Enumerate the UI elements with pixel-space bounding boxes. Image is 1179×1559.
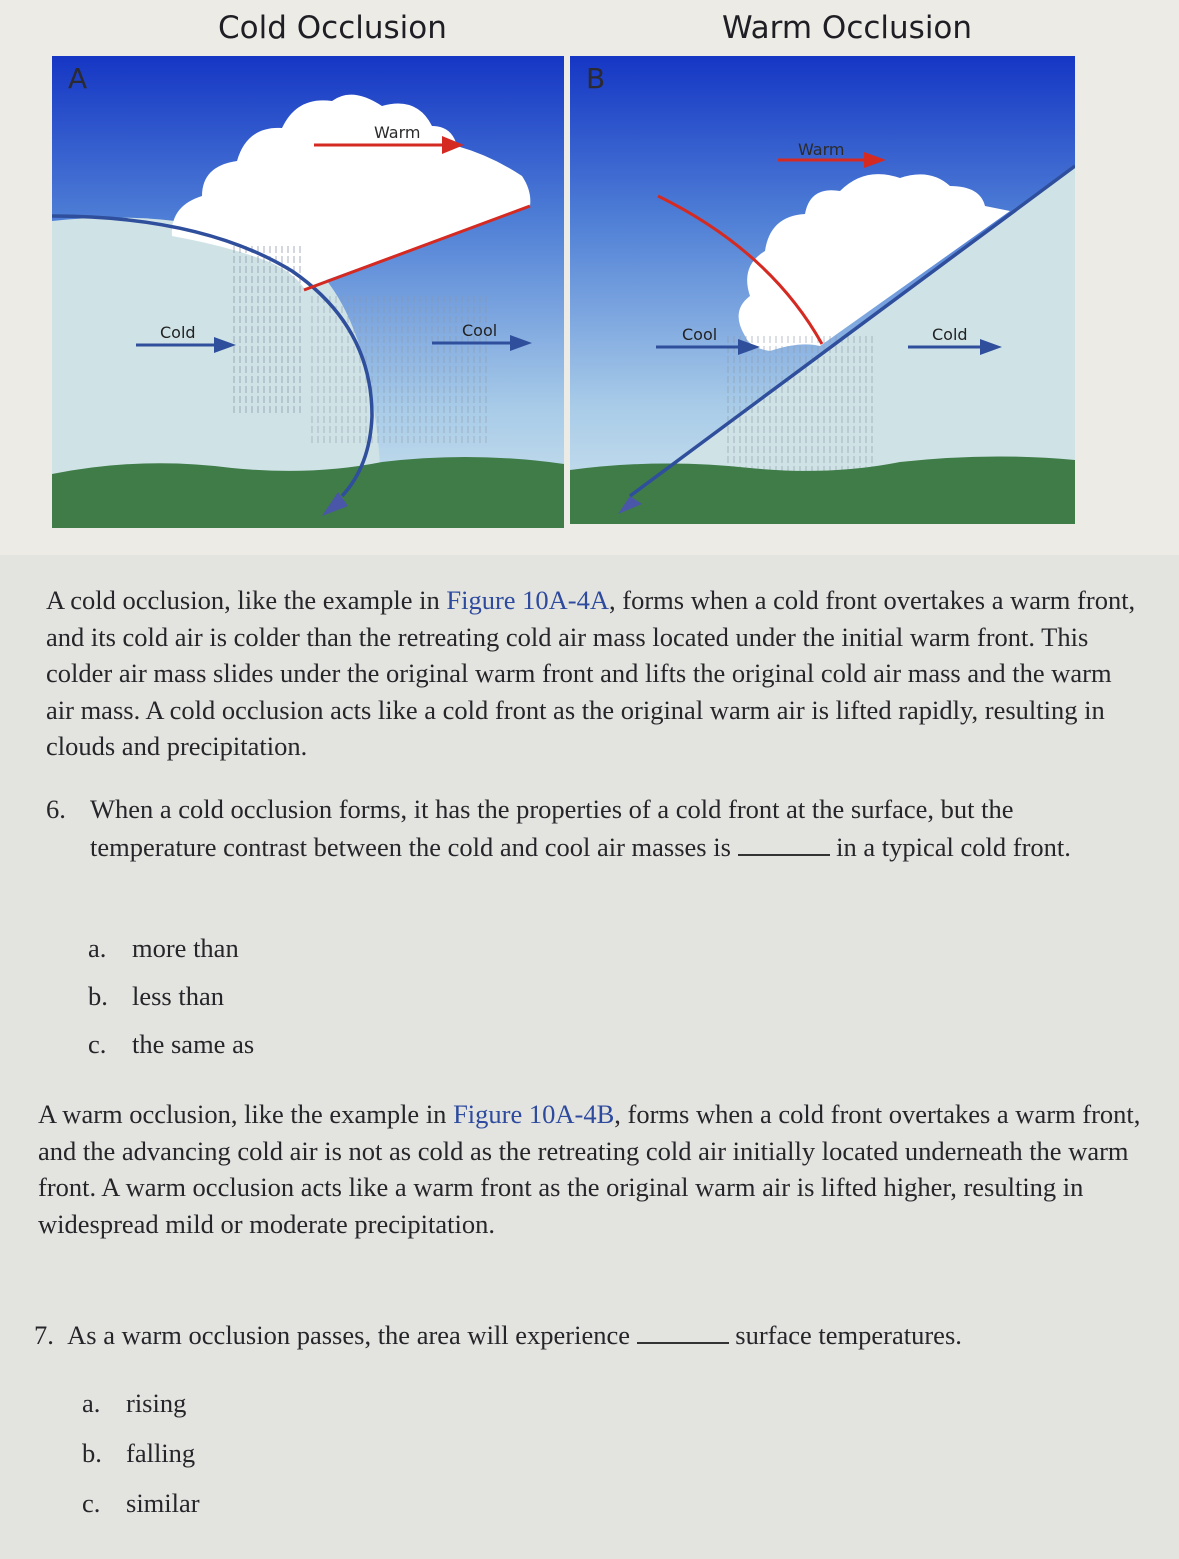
warm-occlusion-title: Warm Occlusion	[722, 10, 973, 46]
paragraph-text: A cold occlusion, like the example in	[46, 585, 447, 615]
figure-10a-4	[0, 0, 1179, 555]
cool-label-b: Cool	[682, 325, 718, 344]
option-letter: a.	[88, 933, 107, 963]
paragraph-text: , forms when a cold front overtakes a warm front, and its cold air is colder than the retreating cold air mass located under the initial warm front. This colder air mass slides under the original warm front and lifts the original cold air mass and the warm air mass. A cold occlusion acts like a cold front as the original warm air is lifted rapidly, resulting in clouds and precipitation.	[46, 585, 1136, 761]
option-letter: a.	[82, 1388, 101, 1418]
cold-occlusion-title: Cold Occlusion	[218, 10, 447, 46]
figure-10a-4b-link[interactable]: Figure 10A-4B	[453, 1099, 615, 1129]
option-c[interactable]	[88, 1029, 254, 1060]
warm-label-a: Warm	[374, 123, 421, 142]
warm-occlusion-paragraph	[38, 1096, 1153, 1242]
paragraph-text: A warm occlusion, like the example in	[38, 1099, 454, 1129]
option-text: the same as	[132, 1029, 255, 1059]
panel-b-letter: B	[586, 62, 606, 95]
option-text: rising	[126, 1388, 187, 1418]
question-7	[34, 1316, 1154, 1354]
warm-label-b: Warm	[798, 140, 845, 159]
cool-label-a: Cool	[462, 321, 498, 340]
paragraph-text: , forms when a cold front overtakes a warm front, and the advancing cold air is not as cold as the retreating cold air initially located underneath the warm front. A warm occlusion acts like a warm front as the original warm air is lifted higher, resulting in widespread mild or moderate precipitation.	[38, 1099, 1141, 1239]
panel-a-letter: A	[68, 62, 88, 95]
precipitation-right	[307, 296, 487, 446]
precipitation	[725, 336, 875, 476]
cold-occlusion-diagram	[52, 56, 564, 528]
question-text: in a typical cold front.	[836, 832, 1071, 862]
option-letter: c.	[82, 1488, 101, 1518]
question-text: surface temperatures.	[735, 1320, 962, 1350]
question-number: 7.	[34, 1320, 54, 1350]
option-b[interactable]	[88, 981, 224, 1012]
cold-label-a: Cold	[160, 323, 196, 342]
option-letter: b.	[88, 981, 108, 1011]
figure-10a-4a-link[interactable]: Figure 10A-4A	[446, 585, 610, 615]
question-text: When a cold occlusion forms, it has the properties of a cold front at the surface, but the temperature contrast between the cold and cool air masses is	[90, 794, 1014, 862]
option-text: less than	[132, 981, 224, 1011]
cold-occlusion-paragraph	[46, 582, 1146, 765]
warm-occlusion-diagram	[570, 56, 1075, 524]
cold-label-b: Cold	[932, 325, 968, 344]
option-letter: b.	[82, 1438, 102, 1468]
answer-blank[interactable]	[637, 1316, 729, 1344]
option-a[interactable]	[88, 933, 239, 964]
option-letter: c.	[88, 1029, 107, 1059]
question-text: As a warm occlusion passes, the area will experience	[67, 1320, 631, 1350]
option-text: falling	[126, 1438, 196, 1468]
option-b[interactable]	[82, 1438, 195, 1469]
question-number: 6.	[46, 794, 66, 824]
answer-blank[interactable]	[738, 828, 830, 856]
option-c[interactable]	[82, 1488, 200, 1519]
option-text: similar	[126, 1488, 200, 1518]
option-text: more than	[132, 933, 239, 963]
option-a[interactable]	[82, 1388, 186, 1419]
